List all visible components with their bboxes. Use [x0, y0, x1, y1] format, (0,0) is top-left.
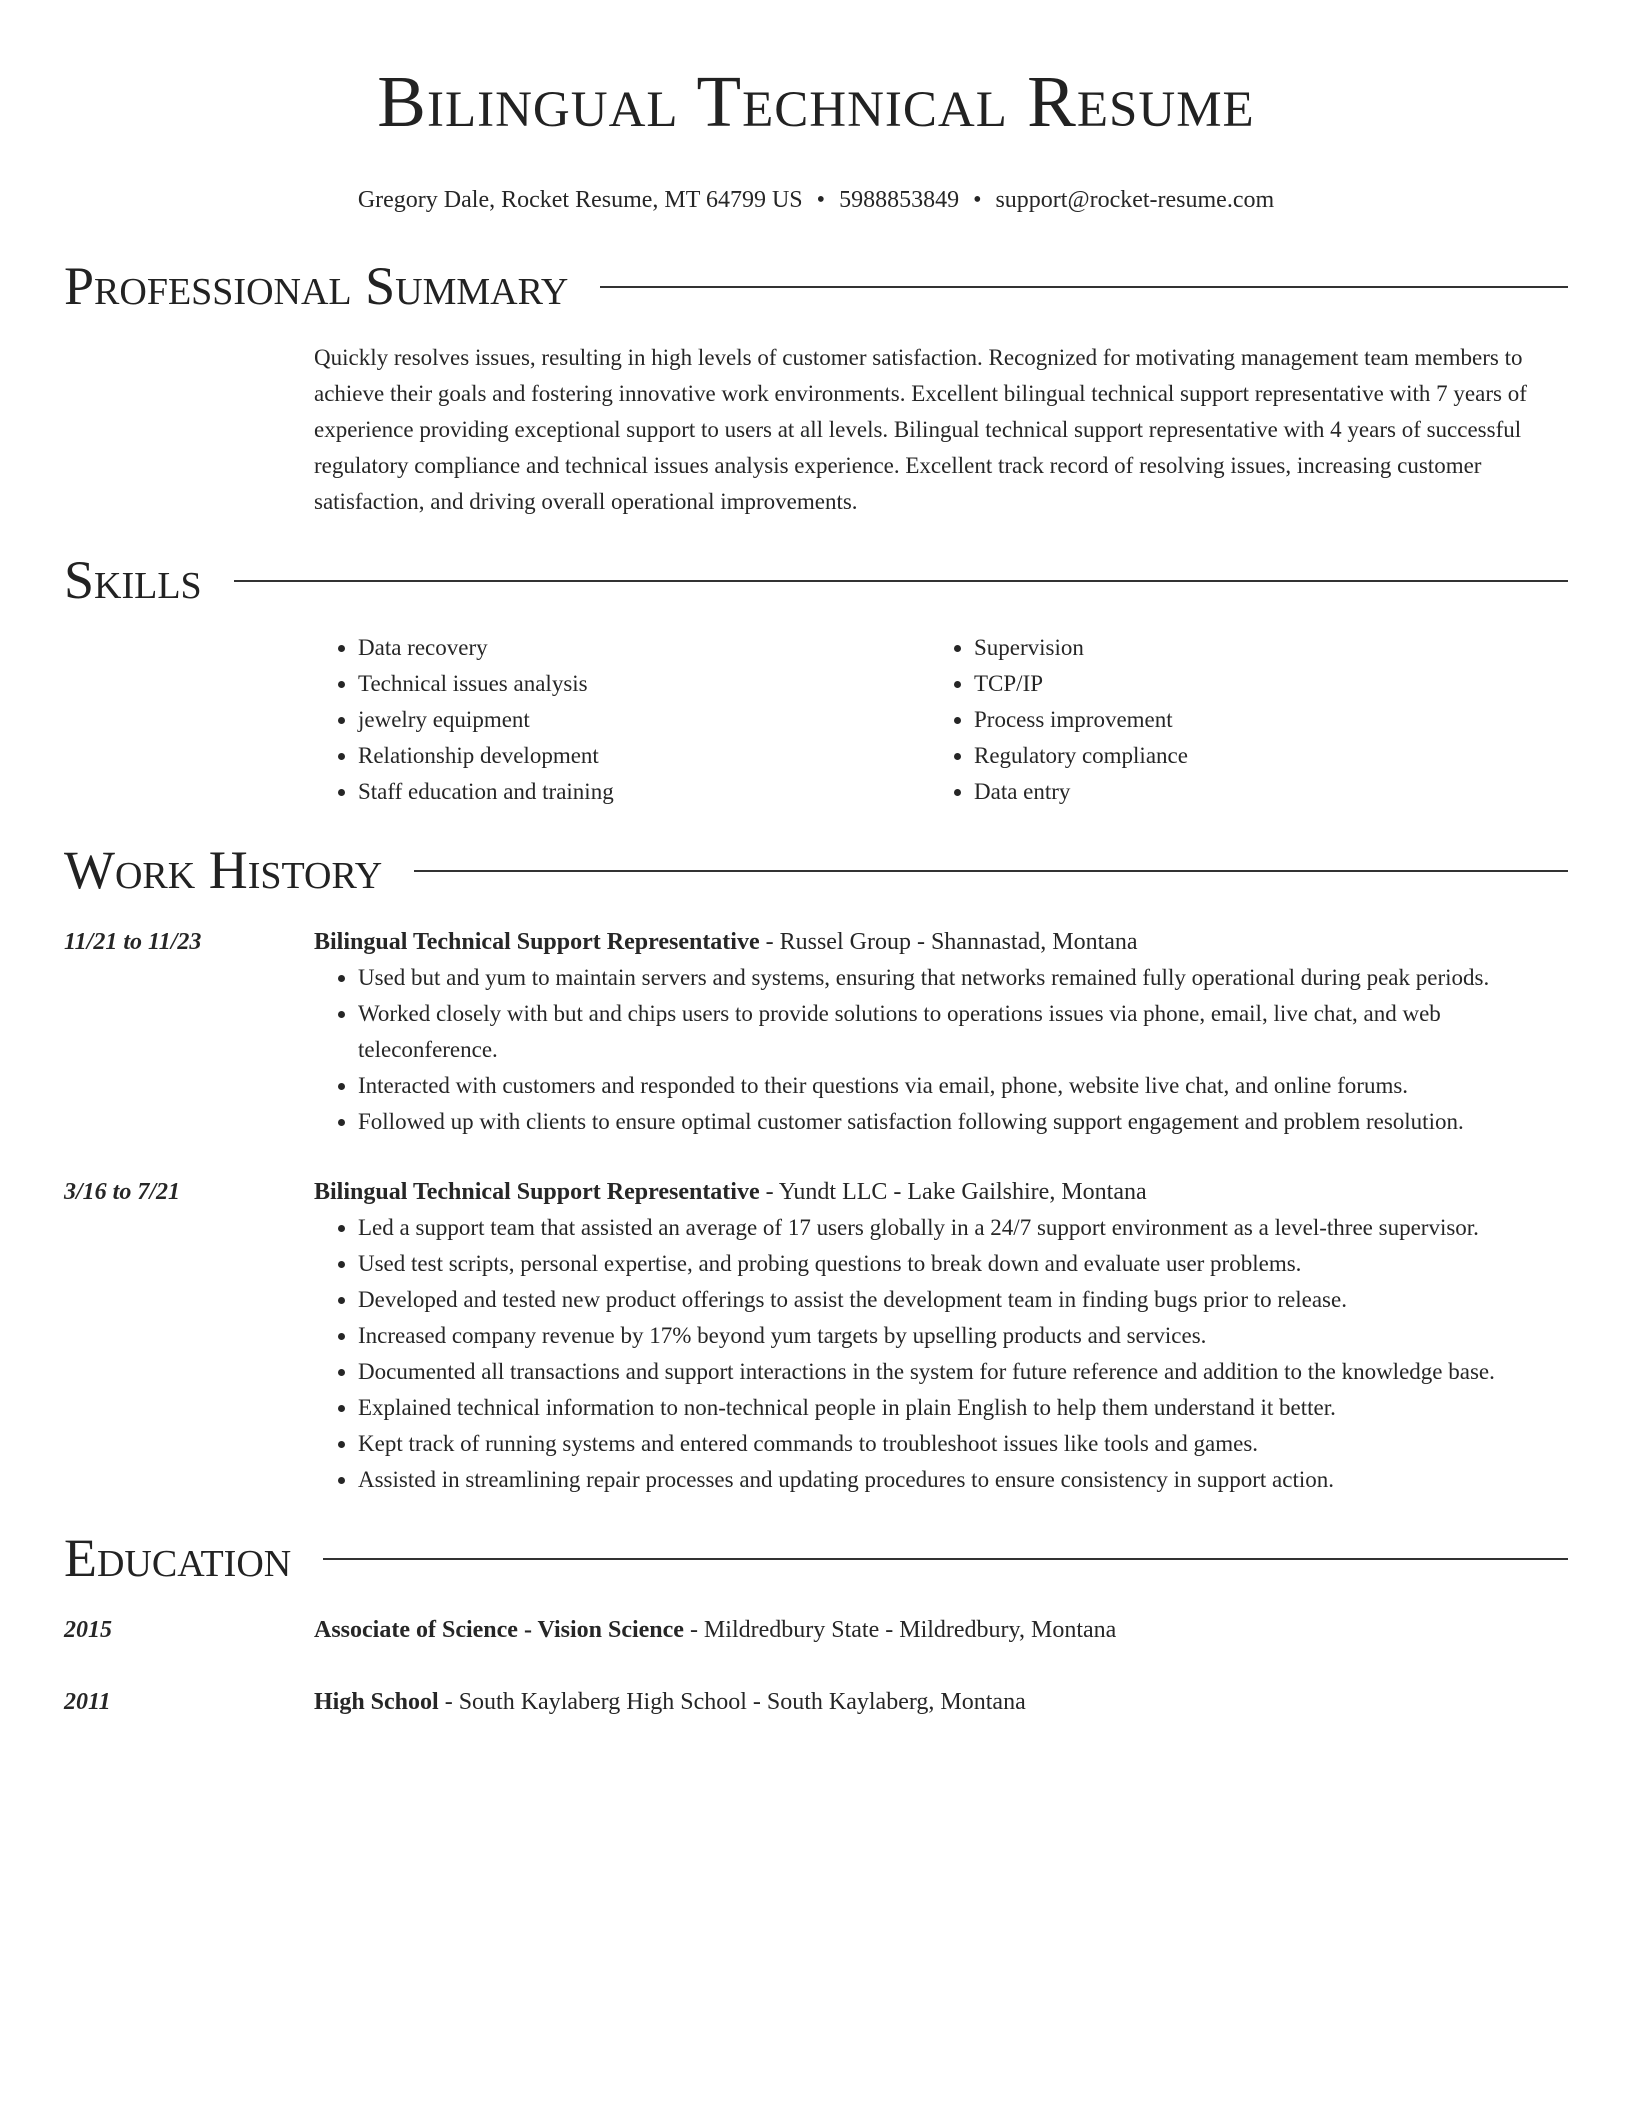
- job-body: [314, 1174, 1568, 1498]
- job-entry: [64, 1174, 1568, 1498]
- education-section-header: [64, 1528, 1568, 1588]
- job-bullet: • Interacted with customers and responded to their questions via email, phone, website live chat, and online forums.: [358, 1068, 1568, 1104]
- skill-item: • Staff education and training: [358, 774, 930, 810]
- skill-item: • Regulatory compliance: [974, 738, 1546, 774]
- section-divider: [600, 286, 1568, 288]
- job-bullet: • Led a support team that assisted an average of 17 users globally in a 24/7 support environment as a level-three supervisor.: [358, 1210, 1568, 1246]
- job-bullet: • Used test scripts, personal expertise, and probing questions to break down and evaluate user problems.: [358, 1246, 1568, 1282]
- summary-section-header: [64, 256, 1568, 316]
- skills-grid: [314, 630, 1568, 810]
- skills-section-header: [64, 550, 1568, 610]
- contact-address: Gregory Dale, Rocket Resume, MT 64799 US: [357, 187, 803, 213]
- skills-column-right: [930, 630, 1546, 810]
- skill-item: • Supervision: [974, 630, 1546, 666]
- skill-item: • Relationship development: [358, 738, 930, 774]
- job-bullet: • Used but and yum to maintain servers and systems, ensuring that networks remained fully operational during peak periods.: [358, 960, 1568, 996]
- job-heading: [314, 924, 1568, 960]
- skill-item: • Process improvement: [974, 702, 1546, 738]
- job-bullet: • Developed and tested new product offerings to assist the development team in finding bugs prior to release.: [358, 1282, 1568, 1318]
- skill-item: • TCP/IP: [974, 666, 1546, 702]
- summary-section: [64, 256, 1568, 520]
- section-divider: [323, 1558, 1568, 1560]
- skill-item: • Technical issues analysis: [358, 666, 930, 702]
- job-bullet: • Assisted in streamlining repair processes and updating procedures to ensure consistency in support action.: [358, 1462, 1568, 1498]
- section-divider: [414, 870, 1568, 872]
- skills-column-left: [314, 630, 930, 810]
- education-degree: Associate of Science - Vision Science: [314, 1617, 684, 1643]
- skills-section: [64, 550, 1568, 810]
- job-body: [314, 924, 1568, 1140]
- education-degree: High School: [314, 1689, 439, 1715]
- job-bullet: • Documented all transactions and support interactions in the system for future reference and addition to the knowledge base.: [358, 1354, 1568, 1390]
- job-bullet: • Worked closely with but and chips users to provide solutions to operations issues via phone, email, live chat, and web teleconference.: [358, 996, 1568, 1068]
- job-bullet: • Explained technical information to non-technical people in plain English to help them understand it better.: [358, 1390, 1568, 1426]
- job-bullets: [314, 960, 1568, 1140]
- skill-item: • jewelry equipment: [358, 702, 930, 738]
- work-history-section-header: [64, 840, 1568, 900]
- skill-item: • Data recovery: [358, 630, 930, 666]
- skill-item: • Data entry: [974, 774, 1546, 810]
- education-school-location: - South Kaylaberg High School - South Kaylaberg, Montana: [438, 1689, 1026, 1715]
- job-bullet: • Kept track of running systems and entered commands to troubleshoot issues like tools and games.: [358, 1426, 1568, 1462]
- job-bullet: • Followed up with clients to ensure optimal customer satisfaction following support engagement and problem resolution.: [358, 1104, 1568, 1140]
- education-heading-line: [314, 1612, 1568, 1648]
- contact-separator: •: [816, 187, 826, 213]
- job-title: Bilingual Technical Support Representative: [314, 929, 760, 955]
- education-school-location: - Mildredbury State - Mildredbury, Montana: [683, 1617, 1117, 1643]
- skills-heading: Skills: [64, 550, 202, 610]
- education-heading: Education: [64, 1528, 292, 1588]
- summary-heading: Professional Summary: [64, 256, 569, 316]
- job-dates: 11/21 to 11/23: [64, 929, 202, 955]
- job-heading: [314, 1174, 1568, 1210]
- education-year: 2011: [64, 1689, 111, 1715]
- contact-email: support@rocket-resume.com: [995, 187, 1275, 213]
- job-dates: 3/16 to 7/21: [64, 1179, 181, 1205]
- contact-line: [64, 184, 1568, 216]
- education-entry: [64, 1612, 1568, 1648]
- job-employer-location: - Yundt LLC - Lake Gailshire, Montana: [759, 1179, 1147, 1205]
- summary-text: Quickly resolves issues, resulting in high levels of customer satisfaction. Recognized for motivating management team members to achieve their goals and fostering innovative work environments. Excellent bilingual technical support representative with 7 years of experience providing exceptional support to users at all levels. Bilingual technical support representative with 4 years of successful regulatory compliance and technical issues analysis experience. Excellent track record of resolving issues, increasing customer satisfaction, and driving overall operational improvements.: [314, 345, 1527, 514]
- work-history-heading: Work History: [64, 840, 383, 900]
- job-employer-location: - Russel Group - Shannastad, Montana: [759, 929, 1138, 955]
- education-heading-line: [314, 1684, 1568, 1720]
- education-year: 2015: [64, 1617, 112, 1643]
- resume-title: Bilingual Technical Resume: [377, 61, 1255, 142]
- contact-separator: •: [973, 187, 982, 213]
- job-title: Bilingual Technical Support Representative: [314, 1179, 760, 1205]
- job-entry: [64, 924, 1568, 1140]
- job-bullets: [314, 1210, 1568, 1498]
- work-history-section: [64, 840, 1568, 1498]
- education-section: [64, 1528, 1568, 1720]
- education-entry: [64, 1684, 1568, 1720]
- contact-phone: 5988853849: [839, 187, 960, 213]
- job-bullet: • Increased company revenue by 17% beyond yum targets by upselling products and services.: [358, 1318, 1568, 1354]
- section-divider: [234, 580, 1568, 582]
